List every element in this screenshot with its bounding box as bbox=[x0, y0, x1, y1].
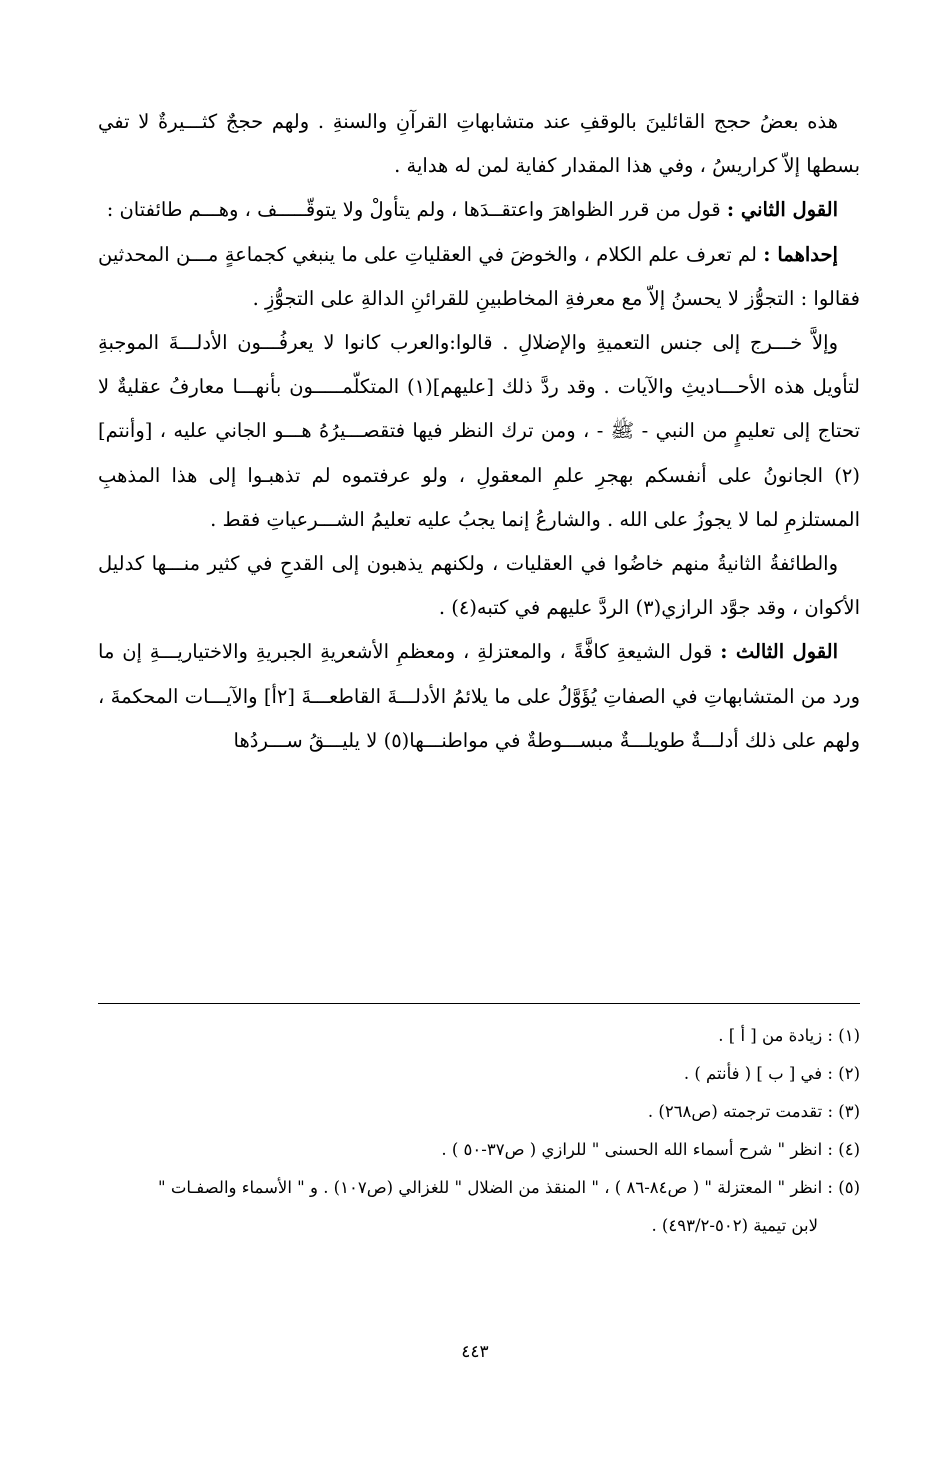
paragraph-5: والطائفةُ الثانيةُ منهم خاضُوا في العقليات ، ولكنهم يذهبون إلى القدحِ في كثير منـــها كدليل الأكوان ، وقد جوَّد الرازي(٣) الردَّ عليهم في كتبه(٤) . bbox=[98, 552, 860, 620]
footnote-1: (١) : زيادة من [ أ ] . bbox=[718, 1026, 860, 1045]
paragraph-6-text: قول الشيعةِ كافَّةً ، والمعتزلةِ ، ومعظمِ الأشعريةِ الجبريةِ والاختياريـــةِ إن ما ورد من المتشابهاتِ في الصفاتِ يُؤَوَّلُ على ما يلائمُ الأدلـــةَ القاطعـــةَ [٢أ] والآيـــات المحكمةَ ، ولهم على ذلك أدلـــةٌ طويلـــةٌ مبســـوطةٌ في مواطنـــها(٥) لا يليـــقُ ســـردُها bbox=[98, 640, 860, 752]
footnote-4: (٤) : انظر " شرح أسماء الله الحسنى " للرازي ( ص٣٧-٥٠ ) . bbox=[441, 1140, 860, 1159]
paragraph-6 bbox=[98, 630, 860, 763]
footnote-2: (٢) : في [ ب ] ( فأنتم ) . bbox=[683, 1064, 860, 1083]
footnote-divider bbox=[98, 1003, 860, 1004]
footnote-3: (٣) : تقدمت ترجمته (ص٢٦٨) . bbox=[647, 1102, 860, 1121]
footnote-5-continued: لابن تيمية (٥٠٢-٤٩٣/٢) . bbox=[651, 1216, 818, 1235]
paragraph-2-label: القول الثاني : bbox=[726, 198, 838, 222]
footnotes bbox=[98, 1017, 860, 1245]
page-number: ٤٤٣ bbox=[461, 1342, 489, 1362]
paragraph-2 bbox=[98, 188, 860, 232]
paragraph-3-label: إحداهما : bbox=[763, 242, 838, 266]
paragraph-6-label: القول الثالث : bbox=[720, 640, 839, 664]
paragraph-2-text: قول من قرر الظواهرَ واعتقــدَها ، ولم يتأولْ ولا يتوقّـــــف ، وهـــم طائفتان : bbox=[106, 198, 727, 222]
footnote-5: (٥) : انظر " المعتزلة " ( ص٨٤-٨٦ ) ، " المنقذ من الضلال " للغزالي (ص١٠٧) . و " الأسماء والصفـات " bbox=[158, 1178, 860, 1197]
paragraph-4: وإلاَّ خـــرج إلى جنس التعميةِ والإضلالِ . قالوا:والعرب كانوا لا يعرفُـــون الأدلـــةَ الموجبةِ لتأويل هذه الأحـــاديثِ والآيات . وقد ردَّ ذلك [عليهم](١) المتكلّمـــــون بأنهـــا معارفُ عقليةٌ لا تحتاج إلى تعليمٍ من النبي - ﷺ - ، ومن ترك النظر فيها فتقصـــيرُهُ هـــو الجاني عليه ، [وأنتم](٢) الجانونُ على أنفسكم بهجرِ علمِ المعقولِ ، ولو عرفتموه لم تذهبـوا إلى هذا المذهبِ المستلزمِ لما لا يجوزُ على الله . والشارعُ إنما يجبُ عليه تعليمُ الشـــرعياتِ فقط . bbox=[98, 331, 860, 531]
paragraph-1: هذه بعضُ حجج القائلينَ بالوقفِ عند متشابهاتِ القرآنِ والسنةِ . ولهم حججٌ كثـــيرةٌ لا تفي بسطها إلاّ كراريسُ ، وفي هذا المقدار كفاية لمن له هداية . bbox=[98, 110, 860, 178]
paragraph-3-text: لم تعرف علم الكلام ، والخوضَ في العقلياتِ على ما ينبغي كجماعةٍ مـــن المحدثين فقالوا : التجوُّز لا يحسنُ إلاّ مع معرفةِ المخاطبينِ للقرائنِ الدالةِ على التجوُّزِ . bbox=[98, 242, 860, 310]
paragraph-3 bbox=[98, 233, 860, 321]
